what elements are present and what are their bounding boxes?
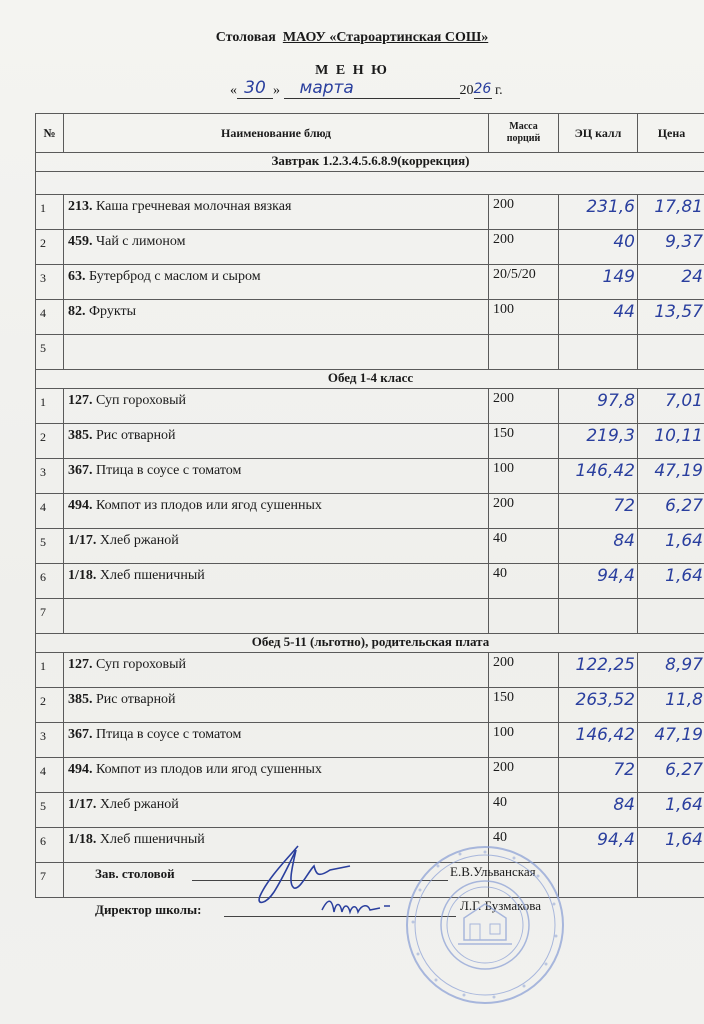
dish-name-cell [64,688,489,723]
recipe-code: 1/17. [68,797,97,812]
dish-name-cell [64,300,489,335]
head-of-canteen-label: Зав. столовой [95,866,175,881]
energy-value: 40 [613,232,635,252]
table-row [36,265,704,300]
menu-table [35,113,704,898]
energy-value: 149 [602,267,635,287]
energy-value: 146,42 [575,461,635,481]
table-row [36,828,704,863]
price-cell [638,459,704,494]
dish-name-cell [64,389,489,424]
dish-name-cell [64,564,489,599]
price-value: 1,64 [665,566,703,586]
menu-date [230,78,503,99]
row-number: 6 [36,564,64,599]
table-row [36,230,704,265]
portion-mass: 20/5/20 [489,265,559,300]
dish-name-cell [64,195,489,230]
portion-mass: 200 [489,195,559,230]
date-close-quote: » [273,83,280,98]
energy-cell [559,828,638,863]
energy-cell [559,230,638,265]
director-label: Директор школы: [95,902,202,917]
row-number: 7 [36,863,64,898]
table-row [36,723,704,758]
dish-name-cell [64,459,489,494]
energy-value: 72 [613,760,635,780]
canteen-label: Столовая [215,30,276,45]
portion-mass: 200 [489,494,559,529]
energy-value: 97,8 [597,391,635,411]
row-number: 3 [36,265,64,300]
date-year-prefix: 20 [459,83,474,98]
row-number: 3 [36,459,64,494]
table-row [36,529,704,564]
price-value: 47,19 [654,725,703,745]
dish-name-cell [64,335,489,370]
table-row [36,335,704,370]
price-cell [638,564,704,599]
price-value: 6,27 [665,760,703,780]
dish-name: Чай с лимоном [96,234,186,249]
energy-cell [559,529,638,564]
portion-mass: 40 [489,828,559,863]
row-number: 4 [36,300,64,335]
recipe-code: 127. [68,393,93,408]
dish-name-cell [64,653,489,688]
col-header-energy: ЭЦ калл [559,114,638,153]
section-title: Обед 1-4 класс [36,370,704,389]
price-cell [638,828,704,863]
price-value: 11,8 [665,690,703,710]
energy-cell [559,653,638,688]
page-title: М Е Н Ю [315,63,389,78]
section-header-row [36,370,704,389]
price-cell [638,389,704,424]
row-number: 1 [36,195,64,230]
recipe-code: 127. [68,657,93,672]
price-cell [638,424,704,459]
dish-name: Компот из плодов или ягод сушенных [96,762,322,777]
price-cell [638,653,704,688]
col-header-name: Наименование блюд [64,114,489,153]
dish-name-cell [64,599,489,634]
energy-value: 94,4 [597,830,635,850]
recipe-code: 82. [68,304,86,319]
energy-cell [559,494,638,529]
table-row [36,424,704,459]
dish-name-cell [64,424,489,459]
dish-name: Бутерброд с маслом и сыром [89,269,261,284]
energy-value: 219,3 [586,426,635,446]
price-value: 6,27 [665,496,703,516]
energy-cell [559,389,638,424]
price-cell [638,863,704,898]
portion-mass [489,335,559,370]
row-number: 5 [36,335,64,370]
dish-name: Хлеб пшеничный [99,568,205,583]
portion-mass: 100 [489,300,559,335]
section-title: Завтрак 1.2.3.4.5.6.8.9(коррекция) [36,153,704,172]
energy-cell [559,459,638,494]
price-cell [638,230,704,265]
price-cell [638,494,704,529]
table-row [36,564,704,599]
table-row [36,653,704,688]
recipe-code: 494. [68,762,93,777]
price-cell [638,793,704,828]
portion-mass: 40 [489,564,559,599]
energy-value: 146,42 [575,725,635,745]
row-number: 1 [36,389,64,424]
recipe-code: 63. [68,269,86,284]
portion-mass: 40 [489,529,559,564]
table-row [36,389,704,424]
director-name: Л.Г. Бузмакова [460,898,542,913]
energy-cell [559,688,638,723]
dish-name-cell [64,265,489,300]
row-number: 5 [36,793,64,828]
dish-name: Рис отварной [96,428,176,443]
date-year-unit: г. [495,83,503,98]
portion-mass: 200 [489,230,559,265]
row-number: 4 [36,758,64,793]
dish-name: Фрукты [89,304,137,319]
energy-value: 84 [613,531,635,551]
table-row [36,793,704,828]
date-open-quote: « [230,83,237,98]
table-row [36,599,704,634]
price-cell [638,758,704,793]
row-number: 2 [36,230,64,265]
dish-name-cell [64,723,489,758]
recipe-code: 1/18. [68,568,97,583]
price-value: 1,64 [665,531,703,551]
table-header-row [36,114,704,153]
price-value: 10,11 [654,426,703,446]
portion-mass: 200 [489,389,559,424]
canteen-heading [0,30,704,46]
dish-name-cell [64,758,489,793]
table-row [36,758,704,793]
table-row [36,494,704,529]
director-signature-autograph [318,892,398,922]
dish-name: Птица в соусе с томатом [96,727,242,742]
dish-name-cell [64,230,489,265]
portion-mass: 100 [489,459,559,494]
row-number: 7 [36,599,64,634]
price-cell [638,195,704,230]
recipe-code: 385. [68,692,93,707]
row-number: 6 [36,828,64,863]
energy-value: 44 [613,302,635,322]
dish-name-cell [64,529,489,564]
table-row [36,459,704,494]
col-header-mass: Масса порций [489,114,559,153]
portion-mass: 150 [489,688,559,723]
portion-mass: 100 [489,723,559,758]
energy-cell [559,758,638,793]
date-year-suffix: 26 [473,81,492,97]
energy-cell [559,863,638,898]
col-header-num: № [36,114,64,153]
dish-name-cell [64,793,489,828]
date-month: марта [299,78,354,98]
spacer-cell [36,172,704,195]
energy-cell [559,599,638,634]
price-cell [638,300,704,335]
energy-cell [559,793,638,828]
price-cell [638,688,704,723]
table-row [36,195,704,230]
section-title: Обед 5-11 (льготно), родительская плата [36,634,704,653]
portion-mass: 200 [489,653,559,688]
table-row [36,300,704,335]
head-of-canteen-name: Е.В.Ульванская [450,864,536,879]
dish-name: Птица в соусе с томатом [96,463,242,478]
price-value: 17,81 [654,197,703,217]
table-row [36,688,704,723]
recipe-code: 1/17. [68,533,97,548]
col-header-price: Цена [638,114,704,153]
row-number: 1 [36,653,64,688]
dish-name: Каша гречневая молочная вязкая [96,199,292,214]
recipe-code: 367. [68,727,93,742]
dish-name: Суп гороховый [96,657,187,672]
energy-cell [559,300,638,335]
dish-name: Хлеб ржаной [99,797,179,812]
energy-value: 94,4 [597,566,635,586]
energy-value: 263,52 [575,690,635,710]
dish-name: Компот из плодов или ягод сушенных [96,498,322,513]
section-spacer-row [36,172,704,195]
price-cell [638,529,704,564]
energy-cell [559,335,638,370]
dish-name: Суп гороховый [96,393,187,408]
portion-mass: 200 [489,758,559,793]
energy-cell [559,564,638,599]
portion-mass [489,599,559,634]
price-cell [638,723,704,758]
energy-cell [559,723,638,758]
price-value: 1,64 [665,830,703,850]
price-cell [638,265,704,300]
price-cell [638,599,704,634]
energy-value: 72 [613,496,635,516]
price-value: 1,64 [665,795,703,815]
energy-value: 122,25 [575,655,635,675]
row-number: 2 [36,688,64,723]
recipe-code: 1/18. [68,832,97,847]
section-header-row [36,153,704,172]
row-number: 5 [36,529,64,564]
recipe-code: 213. [68,199,93,214]
recipe-code: 367. [68,463,93,478]
date-day: 30 [244,78,266,98]
row-number: 2 [36,424,64,459]
price-value: 9,37 [665,232,703,252]
price-value: 8,97 [665,655,703,675]
energy-cell [559,265,638,300]
row-number: 3 [36,723,64,758]
recipe-code: 494. [68,498,93,513]
price-value: 13,57 [654,302,703,322]
energy-cell [559,195,638,230]
dish-name: Рис отварной [96,692,176,707]
school-seal-stamp [404,844,566,1006]
dish-name: Хлеб ржаной [99,533,179,548]
recipe-code: 385. [68,428,93,443]
dish-name-cell [64,494,489,529]
section-header-row [36,634,704,653]
portion-mass: 150 [489,424,559,459]
dish-name: Хлеб пшеничный [99,832,205,847]
price-value: 24 [681,267,703,287]
price-value: 7,01 [665,391,703,411]
row-number: 4 [36,494,64,529]
price-cell [638,335,704,370]
price-value: 47,19 [654,461,703,481]
recipe-code: 459. [68,234,93,249]
school-name: МАОУ «Староартинская СОШ» [282,30,489,45]
energy-value: 84 [613,795,635,815]
portion-mass: 40 [489,793,559,828]
energy-value: 231,6 [586,197,635,217]
energy-cell [559,424,638,459]
